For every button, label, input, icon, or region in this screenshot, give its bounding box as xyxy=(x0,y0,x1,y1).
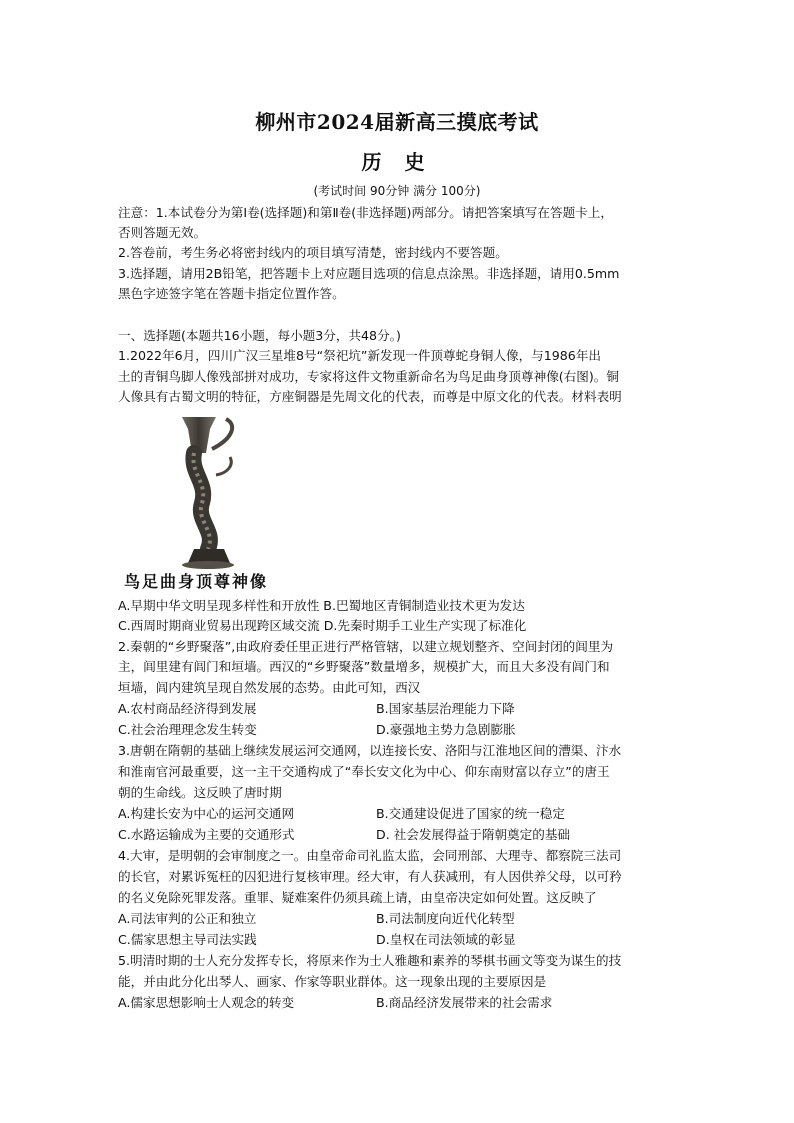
question-1-line: 土的青铜鸟脚人像残部拼对成功，专家将这件文物重新命名为鸟足曲身顶尊神像(右图)。铜 xyxy=(118,369,619,384)
question-4-line: 的长官，对累诉冤枉的囚犯进行复核审理。经大审，有人获减刑，有人因供养父母，以可矜 xyxy=(118,869,622,884)
question-3-option-b: B.交通建设促进了国家的统一稳定 xyxy=(376,806,565,821)
note-line: 否则答题无效。 xyxy=(118,225,207,240)
question-2-line: 主，闾里建有闾门和垣墙。西汉的“乡野聚落”数量增多，规模扩大，而且大多没有闾门和 xyxy=(118,659,610,674)
question-4-option-b: B.司法制度向近代化转型 xyxy=(376,911,515,926)
exam-info: (考试时间 90分钟 满分 100分) xyxy=(313,184,481,198)
question-5-option-a: A.儒家思想影响士人观念的转变 xyxy=(118,995,295,1010)
question-2-line: 垣墙，闾内建筑呈现自然发展的态势。由此可知，西汉 xyxy=(118,680,421,695)
question-2-line: 2.秦朝的“乡野聚落”,由政府委任里正进行严格管辖，以建立规划整齐、空间封闭的闾里为 xyxy=(118,639,614,654)
question-3-option-a: A.构建长安为中心的运河交通网 xyxy=(118,806,295,821)
question-5-line: 能，并由此分化出琴人、画家、作家等职业群体。这一现象出现的主要原因是 xyxy=(118,974,547,989)
question-4-option-d: D.皇权在司法领域的彰显 xyxy=(376,932,516,947)
question-3-line: 3.唐朝在隋朝的基础上继续发展运河交通网，以连接长安、洛阳与江淮地区间的漕渠、汴水 xyxy=(118,743,622,758)
question-4-line: 的名义免除死罪发落。重罪、疑难案件仍须具疏上请，由皇帝决定如何处置。这反映了 xyxy=(118,890,597,905)
question-2-option-a: A.农村商品经济得到发展 xyxy=(118,701,257,716)
subject-title: 历 史 xyxy=(361,150,433,174)
question-3-option-c: C.水路运输成为主要的交通形式 xyxy=(118,827,295,842)
note-line: 黑色字迹签字笔在答题卡指定位置作答。 xyxy=(118,286,345,301)
question-4-option-a: A.司法审判的公正和独立 xyxy=(118,911,257,926)
question-1-options: A.早期中华文明呈现多样性和开放性 B.巴蜀地区青铜制造业技术更为发达 xyxy=(118,598,525,613)
question-5-line: 5.明清时期的士人充分发挥专长，将原来作为士人雅趣和素养的琴棋书画文等变为谋生的技 xyxy=(118,953,622,968)
question-2-option-c: C.社会治理理念发生转变 xyxy=(118,722,257,737)
note-line: 2.答卷前，考生务必将密封线内的项目填写清楚，密封线内不要答题。 xyxy=(118,245,508,260)
bronze-statue-figure xyxy=(120,413,260,571)
question-3-option-d: D. 社会发展得益于隋朝奠定的基础 xyxy=(376,827,571,842)
question-3-line: 和淮南官河最重要，这一主干交通构成了“奉长安文化为中心、仰东南财富以存立”的唐王 xyxy=(118,764,610,779)
note-line: 3.选择题，请用2B铅笔，把答题卡上对应题目选项的信息点涂黑。非选择题，请用0.5mm xyxy=(118,266,620,281)
question-3-line: 朝的生命线。这反映了唐时期 xyxy=(118,785,282,800)
exam-title: 柳州市2024届新高三摸底考试 xyxy=(255,110,539,134)
figure-caption: 鸟足曲身顶尊神像 xyxy=(124,572,269,591)
section-title: 一、选择题(本题共16小题，每小题3分，共48分。) xyxy=(118,328,401,343)
question-1-line: 1.2022年6月，四川广汉三星堆8号“祭祀坑”新发现一件顶尊蛇身铜人像，与1986年出 xyxy=(118,348,602,363)
question-4-line: 4.大审，是明朝的会审制度之一。由皇帝命司礼监太监，会同刑部、大理寺、都察院三法司 xyxy=(118,848,622,863)
question-4-option-c: C.儒家思想主导司法实践 xyxy=(118,932,257,947)
question-1-line: 人像具有古蜀文明的特征，方座铜器是先周文化的代表，而尊是中原文化的代表。材料表明 xyxy=(118,389,622,404)
question-5-option-b: B.商品经济发展带来的社会需求 xyxy=(376,995,553,1010)
question-2-option-b: B.国家基层治理能力下降 xyxy=(376,701,515,716)
question-2-option-d: D.豪强地主势力急剧膨胀 xyxy=(376,722,516,737)
question-1-options: C.西周时期商业贸易出现跨区域交流 D.先秦时期手工业生产实现了标准化 xyxy=(118,618,527,633)
note-line: 注意：1.本试卷分为第Ⅰ卷(选择题)和第Ⅱ卷(非选择题)两部分。请把答案填写在答题卡上， xyxy=(118,205,613,220)
